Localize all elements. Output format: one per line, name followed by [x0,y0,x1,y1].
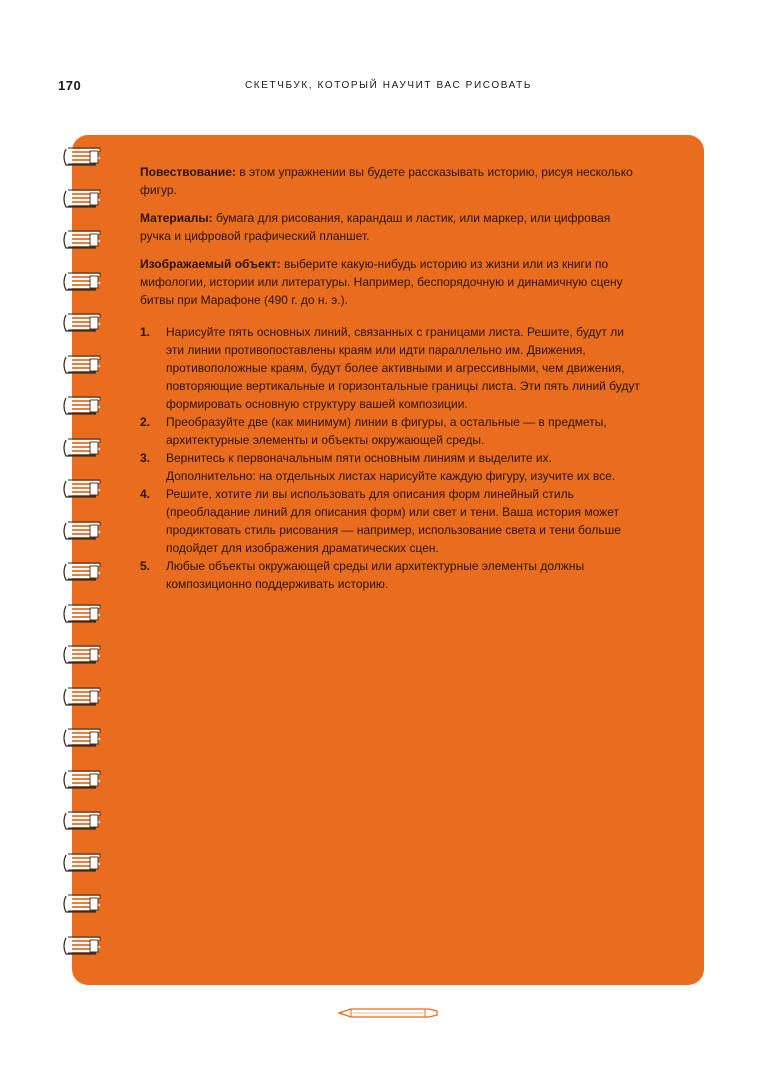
spiral-ring [60,270,106,294]
exercise-content [140,163,640,593]
step-number: 3. [140,451,151,465]
spiral-ring [60,477,106,501]
paragraph-lead: Изображаемый объект: [140,257,281,271]
paragraph-narrative [140,163,640,199]
paragraph-subject [140,255,640,309]
spiral-ring [60,560,106,584]
spiral-ring [60,892,106,916]
step-text: Преобразуйте две (как минимум) линии в фигуры, а остальные — в предметы, архитектурные элементы и объекты окружающей среды. [166,415,607,447]
spiral-ring [60,228,106,252]
spiral-ring [60,768,106,792]
steps-list [140,323,640,593]
spiral-ring [60,394,106,418]
list-item [140,557,640,593]
paragraph-lead: Материалы: [140,211,213,225]
spiral-ring [60,519,106,543]
step-text: Нарисуйте пять основных линий, связанных с границами листа. Решите, будут ли эти линии противопоставлены краям или идти параллельно им. Движения, противоположные краям, будут более активными и агрессивными, чем движения, повторяющие вертикальные и горизонтальные границы листа. Эти пять линий будут формировать основную структуру вашей композиции. [166,325,640,411]
spiral-ring [60,311,106,335]
spiral-ring [60,602,106,626]
spiral-ring [60,145,106,169]
step-number: 2. [140,415,151,429]
paragraph-text: в этом упражнении вы будете рассказывать историю, рисуя несколько фигур. [140,165,633,197]
spiral-ring [60,436,106,460]
list-item [140,449,640,485]
spiral-ring [60,851,106,875]
spiral-ring [60,809,106,833]
spiral-ring [60,643,106,667]
page-number: 170 [58,78,82,93]
step-text: Решите, хотите ли вы использовать для описания форм линейный стиль (преобладание линий для описания форм) или свет и тени. Ваша история может продиктовать стиль рисования — например, использование света и тени больше подойдет для изображения драматических сцен. [166,487,621,555]
step-text: Вернитесь к первоначальным пяти основным линиям и выделите их. Дополнительно: на отдельных листах нарисуйте каждую фигуру, изучите их все. [166,451,616,483]
step-number: 4. [140,487,151,501]
spiral-ring [60,353,106,377]
spiral-ring [60,187,106,211]
list-item [140,485,640,557]
paragraph-text: выберите какую-нибудь историю из жизни или из книги по мифологии, истории или литературы. Например, беспорядочную и динамичную сцену битвы при Марафоне (490 г. до н. э.). [140,257,623,307]
list-item [140,413,640,449]
step-number: 5. [140,559,151,573]
step-number: 1. [140,325,151,339]
spiral-ring [60,726,106,750]
spiral-ring [60,685,106,709]
pencil-icon [337,1006,439,1020]
spiral-ring [60,934,106,958]
paragraph-lead: Повествование: [140,165,236,179]
step-text: Любые объекты окружающей среды или архитектурные элементы должны композиционно поддерживать историю. [166,559,585,591]
list-item [140,323,640,413]
spiral-binding-icon [60,145,106,985]
running-head: СКЕТЧБУК, КОТОРЫЙ НАУЧИТ ВАС РИСОВАТЬ [244,80,533,91]
paragraph-text: бумага для рисования, карандаш и ластик, или маркер, или цифровая ручка и цифровой графический планшет. [140,211,611,243]
paragraph-materials [140,209,640,245]
